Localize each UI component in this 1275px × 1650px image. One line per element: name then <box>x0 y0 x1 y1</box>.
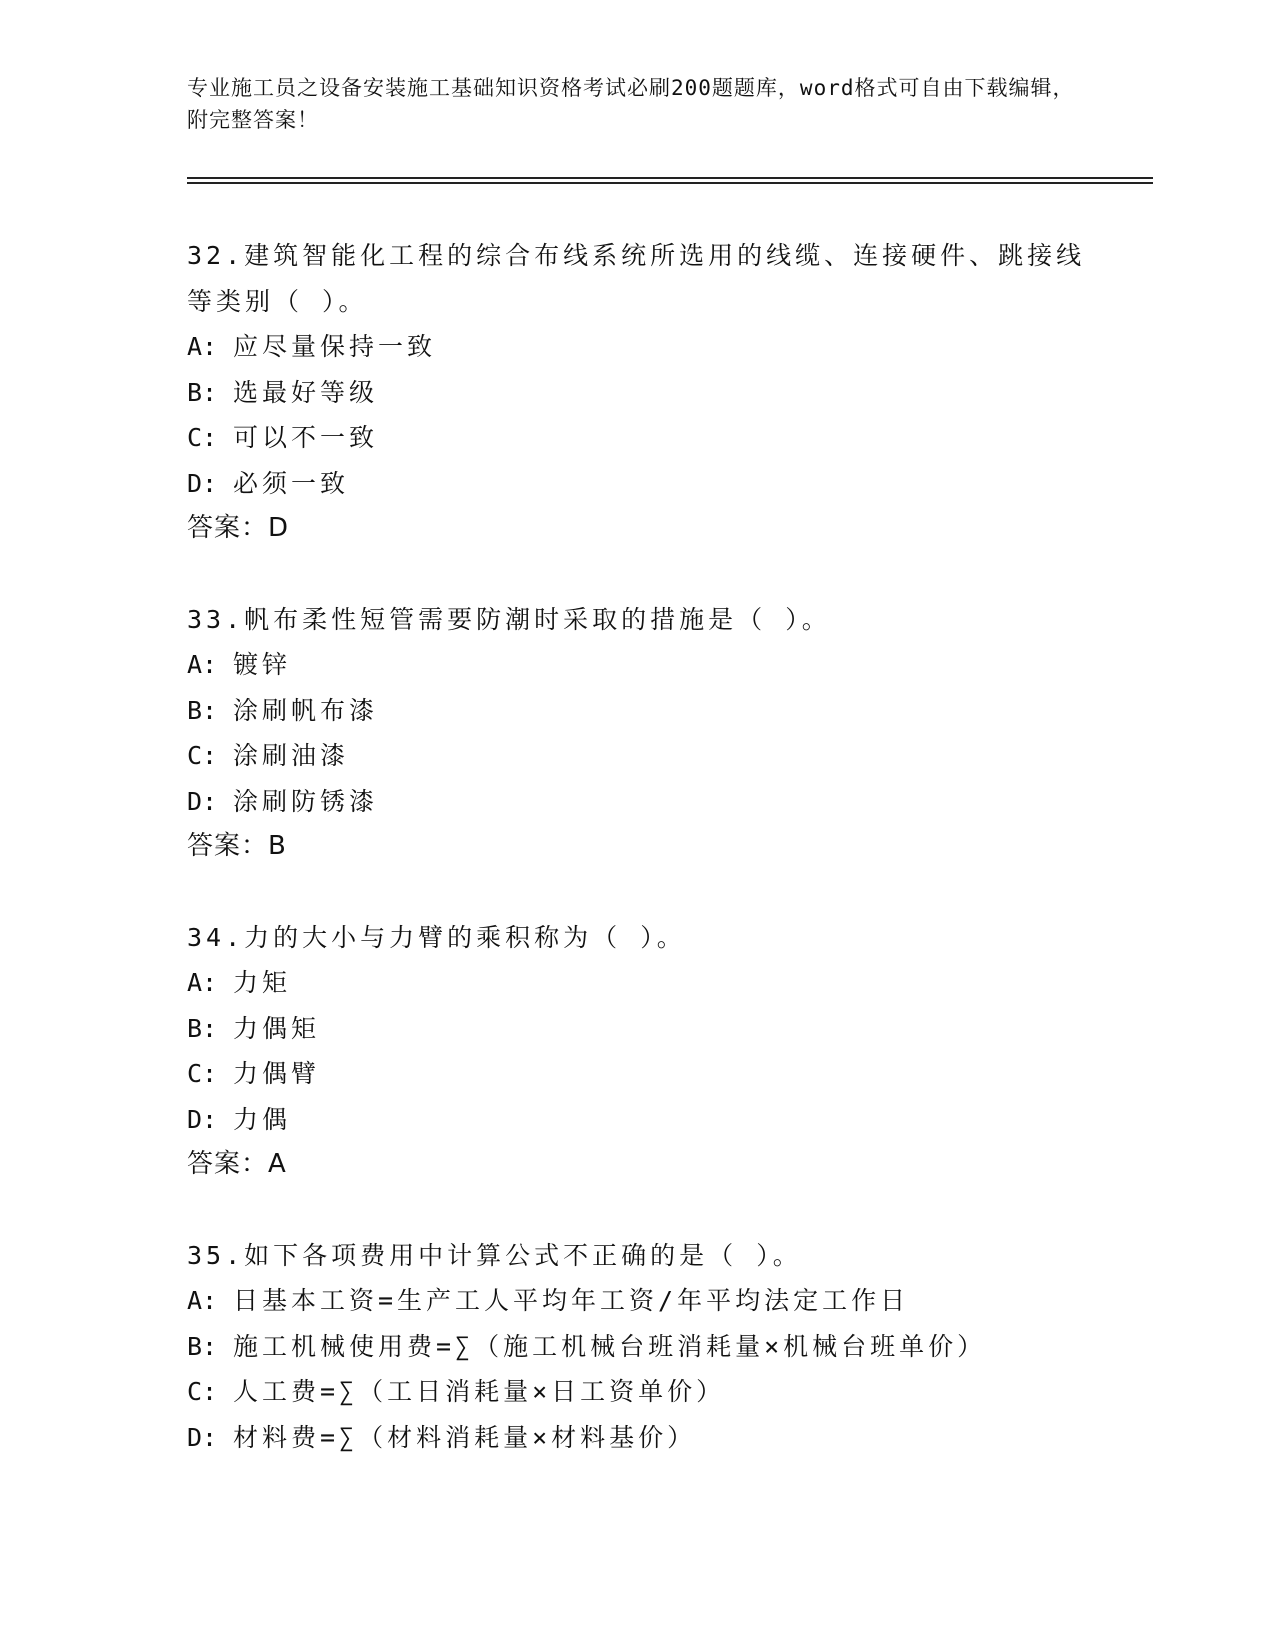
option-text: 力偶臂 <box>233 1059 321 1088</box>
option-letter: D: <box>187 786 218 816</box>
document-header: 专业施工员之设备安装施工基础知识资格考试必刷200题题库，word格式可自由下载编辑，附完整答案！ <box>187 76 1075 132</box>
option-text: 可以不一致 <box>233 423 379 452</box>
option-text: 必须一致 <box>233 468 350 498</box>
option-d <box>187 1415 1087 1461</box>
header-divider-bottom <box>187 182 1153 184</box>
option-letter: D: <box>187 1104 218 1134</box>
option-a <box>187 642 1087 688</box>
option-letter: B: <box>187 695 218 725</box>
option-letter: A: <box>187 1286 218 1315</box>
option-text: 镀锌 <box>233 650 292 679</box>
option-text: 涂刷帆布漆 <box>233 695 379 725</box>
option-text: 日基本工资=生产工人平均年工资/年平均法定工作日 <box>233 1286 910 1315</box>
question-33 <box>187 597 1087 870</box>
option-text: 材料费=∑（材料消耗量×材料基价） <box>233 1422 697 1452</box>
question-35 <box>187 1233 1087 1461</box>
question-stem: 35.如下各项费用中计算公式不正确的是（ ）。 <box>187 1240 802 1270</box>
option-text: 选最好等级 <box>233 377 379 407</box>
option-text: 力偶矩 <box>233 1013 321 1043</box>
option-letter: D: <box>187 468 218 498</box>
option-text: 力偶 <box>233 1104 292 1134</box>
option-d <box>187 1097 1087 1143</box>
option-b <box>187 370 1087 416</box>
answer-line: 答案：A <box>187 1149 287 1179</box>
question-stem: 34.力的大小与力臂的乘积称为（ ）。 <box>187 922 686 952</box>
option-d <box>187 779 1087 825</box>
option-d <box>187 461 1087 507</box>
option-text: 涂刷油漆 <box>233 741 350 770</box>
option-b <box>187 1324 1087 1370</box>
option-letter: B: <box>187 377 218 407</box>
option-text: 应尽量保持一致 <box>233 332 437 361</box>
option-letter: A: <box>187 650 218 679</box>
answer-line: 答案：D <box>187 513 290 543</box>
option-letter: D: <box>187 1422 218 1452</box>
option-text: 力矩 <box>233 968 292 997</box>
option-c <box>187 733 1087 779</box>
option-letter: A: <box>187 332 218 361</box>
question-stem: 33.帆布柔性短管需要防潮时采取的措施是（ ）。 <box>187 604 831 634</box>
question-list <box>187 233 1087 1505</box>
option-b <box>187 688 1087 734</box>
option-c <box>187 1051 1087 1097</box>
option-a <box>187 1278 1087 1324</box>
option-letter: C: <box>187 423 218 452</box>
option-a <box>187 960 1087 1006</box>
option-letter: C: <box>187 1377 218 1406</box>
answer-line: 答案：B <box>187 831 287 861</box>
option-text: 涂刷防锈漆 <box>233 786 379 816</box>
option-letter: C: <box>187 741 218 770</box>
option-text: 施工机械使用费=∑（施工机械台班消耗量×机械台班单价） <box>233 1331 987 1361</box>
option-b <box>187 1006 1087 1052</box>
option-letter: B: <box>187 1331 218 1361</box>
option-letter: B: <box>187 1013 218 1043</box>
option-letter: C: <box>187 1059 218 1088</box>
option-c <box>187 1369 1087 1415</box>
option-a <box>187 324 1087 370</box>
question-stem: 32.建筑智能化工程的综合布线系统所选用的线缆、连接硬件、跳接线等类别（ ）。 <box>187 241 1086 316</box>
option-letter: A: <box>187 968 218 997</box>
question-32 <box>187 233 1087 552</box>
option-text: 人工费=∑（工日消耗量×日工资单价） <box>233 1377 726 1406</box>
option-c <box>187 415 1087 461</box>
question-34 <box>187 915 1087 1188</box>
header-divider-top <box>187 177 1153 179</box>
